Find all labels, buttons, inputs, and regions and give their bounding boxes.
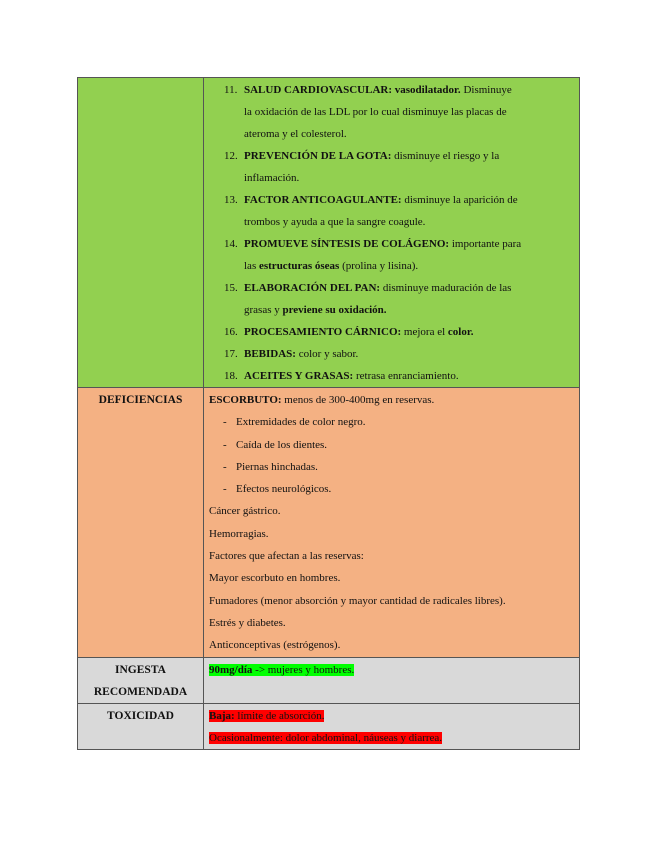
text-line: Estrés y diabetes. (209, 616, 286, 629)
list-item: 13. FACTOR ANTICOAGULANTE: disminuye la aparición de trombos y ayuda a que la sangre coagule. (224, 194, 518, 228)
benefits-row (78, 78, 580, 388)
text-line: Cáncer gástrico. (209, 505, 281, 518)
escorbuto-line: ESCORBUTO: menos de 300-400mg en reservas. (209, 394, 435, 406)
toxicidad-value-cell (204, 703, 580, 749)
deficiencias-content-cell (204, 388, 580, 658)
benefits-list (204, 79, 579, 387)
list-item: 17. BEBIDAS: color y sabor. (224, 348, 359, 360)
list-item: - Piernas hinchadas. (223, 460, 318, 473)
ingesta-value: 90mg/día -> mujeres y hombres. (209, 663, 355, 676)
list-item: 18. ACEITES Y GRASAS: retrasa enranciamiento. (224, 370, 459, 382)
deficiencias-row (78, 388, 580, 658)
benefits-label-cell (78, 78, 204, 388)
benefits-content-cell (204, 78, 580, 388)
list-item: 14. PROMUEVE SÍNTESIS DE COLÁGENO: importante para las estructuras óseas (prolina y lisina). (224, 238, 522, 272)
list-item: 11. SALUD CARDIOVASCULAR: vasodilatador. Disminuye la oxidación de las LDL por lo cual disminuye las placas de ateroma y el colesterol. (224, 84, 512, 140)
text-line: Factores que afectan a las reservas: (209, 550, 364, 563)
text-line: Anticonceptivas (estrógenos). (209, 639, 341, 652)
list-item: 16. PROCESAMIENTO CÁRNICO: mejora el color. (224, 326, 474, 338)
list-item: 12. PREVENCIÓN DE LA GOTA: disminuye el riesgo y la inflamación. (224, 150, 500, 184)
text-line: Hemorragias. (209, 527, 269, 540)
ingesta-value-cell (204, 657, 580, 703)
list-item: - Extremidades de color negro. (223, 416, 366, 429)
text-line: Mayor escorbuto en hombres. (209, 572, 341, 585)
symptoms-list (204, 411, 579, 500)
list-item: 15. ELABORACIÓN DEL PAN: disminuye maduración de las grasas y previene su oxidación. (224, 282, 512, 316)
ingesta-label: INGESTA RECOMENDADA (78, 657, 204, 703)
nutrition-table (77, 77, 580, 750)
toxicidad-line-2: Ocasionalmente: dolor abdominal, náuseas y diarrea. (209, 731, 443, 744)
text-line: Fumadores (menor absorción y mayor cantidad de radicales libres). (209, 594, 506, 607)
deficiencias-label: DEFICIENCIAS (78, 388, 204, 658)
toxicidad-row (78, 703, 580, 749)
toxicidad-label: TOXICIDAD (78, 703, 204, 749)
list-item: - Caída de los dientes. (223, 438, 328, 451)
list-item: - Efectos neurológicos. (223, 483, 332, 496)
ingesta-row (78, 657, 580, 703)
toxicidad-line-1: Baja: límite de absorción. (209, 709, 325, 722)
